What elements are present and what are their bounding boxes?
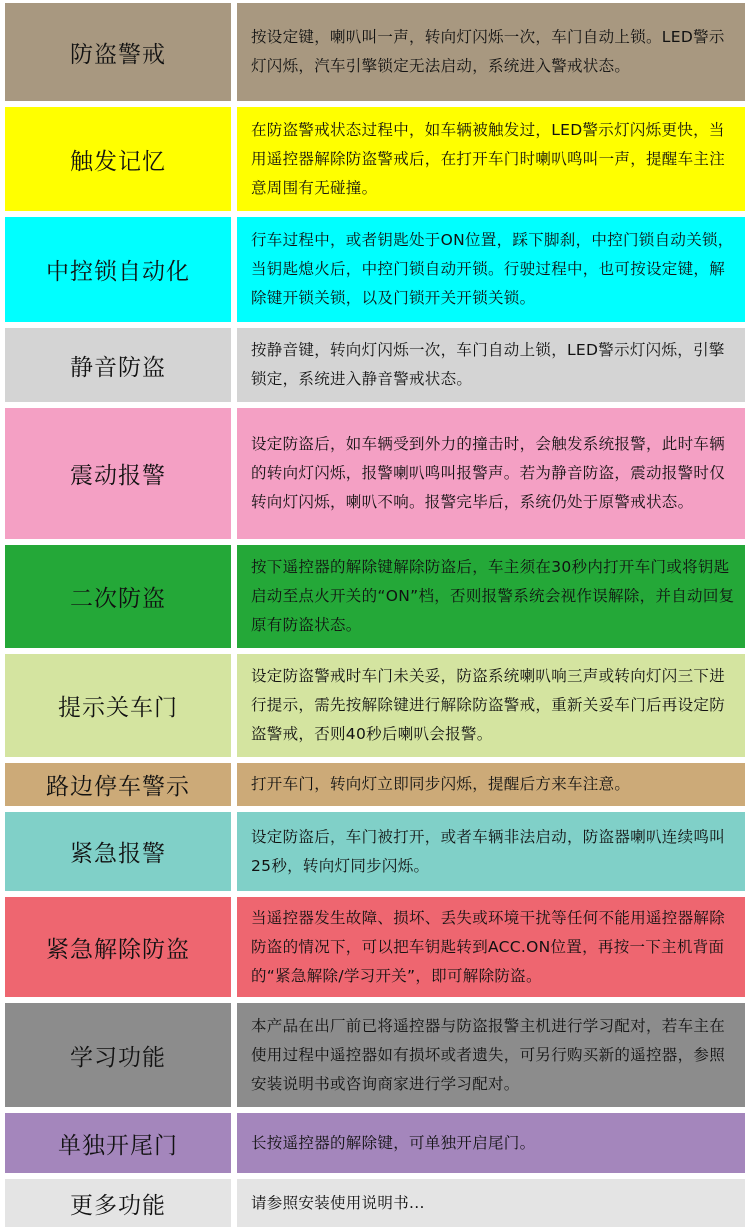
feature-row-secondary-anti-theft [0,545,750,648]
feature-name-cell [5,1113,231,1173]
feature-description-cell [237,545,745,648]
feature-description: 打开车门，转向灯立即同步闪烁，提醒后方来车注意。 [251,775,631,793]
feature-description-cell [237,654,745,757]
feature-name: 单独开尾门 [58,1132,178,1159]
feature-name-cell [5,545,231,648]
feature-row-more-functions [0,1179,750,1227]
feature-row-emergency-alarm [0,812,750,891]
feature-name: 路边停车警示 [46,774,190,800]
feature-description-cell [237,897,745,997]
feature-description-cell [237,1113,745,1173]
feature-name-cell [5,217,231,322]
feature-description-cell [237,328,745,402]
feature-description: 长按遥控器的解除键，可单独开启尾门。 [251,1133,536,1152]
feature-name-cell [5,328,231,402]
feature-name: 提示关车门 [58,695,178,721]
feature-description-cell [237,812,745,891]
feature-name: 紧急报警 [70,841,166,867]
feature-description: 按设定键，喇叭叫一声，转向灯闪烁一次，车门自动上锁。LED警示灯闪烁，汽车引擎锁定无法启动，系统进入警戒状态。 [251,28,725,75]
feature-description: 在防盗警戒状态过程中，如车辆被触发过，LED警示灯闪烁更快，当用遥控器解除防盗警戒后，在打开车门时喇叭鸣叫一声，提醒车主注意周围有无碰撞。 [251,120,726,197]
feature-name: 紧急解除防盗 [46,936,190,963]
feature-description-cell [237,217,745,322]
feature-name-cell [5,812,231,891]
feature-description: 行车过程中，或者钥匙处于ON位置，踩下脚刹，中控门锁自动关锁，当钥匙熄火后，中控门锁自动开锁。行驶过程中，也可按设定键，解除键开锁关锁，以及门锁开关开锁关锁。 [251,231,734,307]
feature-row-roadside-parking-warning [0,763,750,806]
feature-description: 按静音键，转向灯闪烁一次，车门自动上锁，LED警示灯闪烁，引擎锁定，系统进入静音警戒状态。 [251,341,725,388]
feature-description-cell [237,763,745,806]
feature-description-cell [237,1179,745,1227]
feature-name-cell [5,763,231,806]
feature-description-cell [237,1003,745,1107]
feature-name: 中控锁自动化 [46,259,190,285]
feature-row-door-close-reminder [0,654,750,757]
feature-description-cell [237,3,745,101]
feature-name: 触发记忆 [70,148,166,175]
feature-name: 学习功能 [70,1044,166,1071]
feature-row-vibration-alarm [0,408,750,539]
feature-row-open-tailgate [0,1113,750,1173]
feature-row-trigger-memory [0,107,750,211]
feature-name: 防盗警戒 [70,41,166,68]
feature-description-cell [237,408,745,539]
feature-name: 更多功能 [70,1192,166,1219]
feature-name-cell [5,107,231,211]
feature-name-cell [5,1179,231,1227]
feature-row-emergency-disarm [0,897,750,997]
feature-description: 当遥控器发生故障、损坏、丢失或环境干扰等任何不能用遥控器解除防盗的情况下，可以把车钥匙转到ACC.ON位置，再按一下主机背面的“紧急解除/学习开关”，即可解除防盗。 [251,908,726,985]
feature-name-cell [5,1003,231,1107]
feature-name-cell [5,3,231,101]
feature-description: 设定防盗后，如车辆受到外力的撞击时，会触发系统报警，此时车辆的转向灯闪烁，报警喇叭鸣叫报警声。若为静音防盗，震动报警时仅转向灯闪烁，喇叭不响。报警完毕后，系统仍处于原警戒状态。 [251,435,726,511]
feature-name-cell [5,897,231,997]
feature-name: 二次防盗 [70,586,166,612]
feature-description: 设定防盗警戒时车门未关妥，防盗系统喇叭响三声或转向灯闪三下进行提示，需先按解除键进行解除防盗警戒，重新关妥车门后再设定防盗警戒，否则40秒后喇叭会报警。 [251,667,726,743]
feature-description: 按下遥控器的解除键解除防盗后，车主须在30秒内打开车门或将钥匙启动至点火开关的“ON”档，否则报警系统会视作误解除，并自动回复原有防盗状态。 [251,558,735,634]
feature-name-cell [5,654,231,757]
feature-row-central-lock-automation [0,217,750,322]
feature-description: 请参照安装使用说明书... [251,1193,425,1212]
feature-name-cell [5,408,231,539]
feature-description: 设定防盗后，车门被打开，或者车辆非法启动，防盗器喇叭连续鸣叫25秒，转向灯同步闪烁。 [251,827,726,875]
feature-description-cell [237,107,745,211]
feature-row-anti-theft-arm [0,3,750,101]
feature-description: 本产品在出厂前已将遥控器与防盗报警主机进行学习配对，若车主在使用过程中遥控器如有损坏或者遗失，可另行购买新的遥控器，参照安装说明书或咨询商家进行学习配对。 [251,1016,726,1093]
feature-name: 震动报警 [70,463,166,489]
feature-row-silent-anti-theft [0,328,750,402]
feature-name: 静音防盗 [70,354,166,381]
feature-row-learning-function [0,1003,750,1107]
